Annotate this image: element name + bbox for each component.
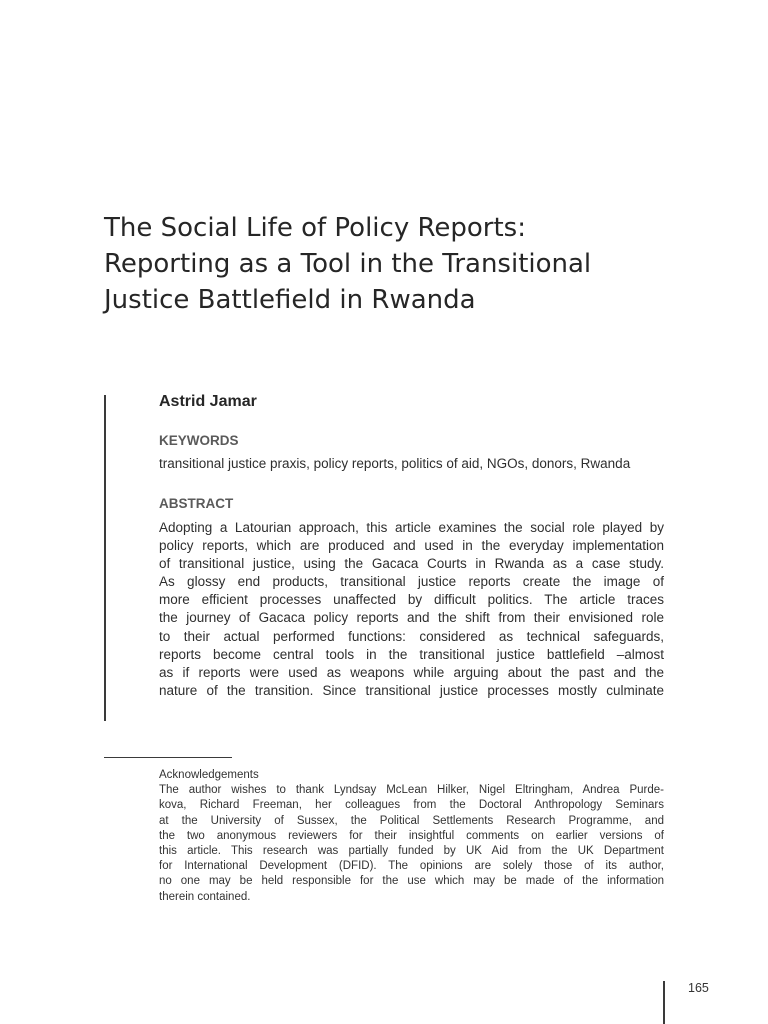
keywords-text: transitional justice praxis, policy reports, politics of aid, NGOs, donors, Rwanda	[159, 456, 631, 471]
abstract-text	[159, 519, 664, 700]
abstract-line: policy reports, which are produced and used in the everyday implementation	[159, 538, 664, 554]
abstract-heading: ABSTRACT	[159, 496, 234, 511]
keywords-heading: KEYWORDS	[159, 433, 239, 448]
footnote-line: The author wishes to thank Lyndsay McLean Hilker, Nigel Eltringham, Andrea Purde-	[159, 784, 664, 797]
footnote-line: at the University of Sussex, the Political Settlements Research Programme, and	[159, 814, 664, 827]
footnote-line: the two anonymous reviewers for their insightful comments on earlier versions of	[159, 829, 664, 842]
margin-rule	[104, 395, 106, 721]
page-number: 165	[688, 981, 709, 995]
abstract-line: reports become central tools in the transitional justice battlefield –almost	[159, 646, 664, 662]
footnote-line: therein contained.	[159, 890, 251, 903]
footnote-line: for International Development (DFID). The opinions are solely those of its author,	[159, 860, 664, 873]
article-title-line-3: Justice Battlefield in Rwanda	[104, 285, 476, 315]
footnote-heading: Acknowledgements	[159, 769, 259, 781]
article-title-line-1: The Social Life of Policy Reports:	[104, 213, 526, 243]
abstract-line: nature of the transition. Since transitional justice processes mostly culminate	[159, 682, 664, 698]
abstract-line: as if reports were used as weapons while arguing about the past and the	[159, 664, 664, 680]
abstract-line: to their actual performed functions: considered as technical safeguards,	[159, 628, 664, 644]
footnote-line: kova, Richard Freeman, her colleagues from the Doctoral Anthropology Seminars	[159, 799, 664, 812]
page-number-rule	[663, 981, 665, 1024]
abstract-line: more efficient processes unaffected by difficult politics. The article traces	[159, 592, 664, 608]
article-title	[104, 210, 704, 318]
abstract-line: Adopting a Latourian approach, this article examines the social role played by	[159, 520, 664, 535]
abstract-line: of transitional justice, using the Gacaca Courts in Rwanda as a case study.	[159, 556, 664, 572]
front-matter	[159, 392, 664, 700]
abstract-line: the journey of Gacaca policy reports and the shift from their envisioned role	[159, 610, 664, 626]
author-name: Astrid Jamar	[159, 393, 257, 410]
footnote-line: this article. This research was partially funded by UK Aid from the UK Department	[159, 845, 664, 858]
footnote-separator	[104, 757, 232, 758]
abstract-line: As glossy end products, transitional justice reports create the image of	[159, 574, 664, 590]
acknowledgements-footnote	[159, 768, 664, 905]
article-title-line-2: Reporting as a Tool in the Transitional	[104, 249, 592, 279]
footnote-line: no one may be held responsible for the use which may be made of the information	[159, 875, 664, 888]
